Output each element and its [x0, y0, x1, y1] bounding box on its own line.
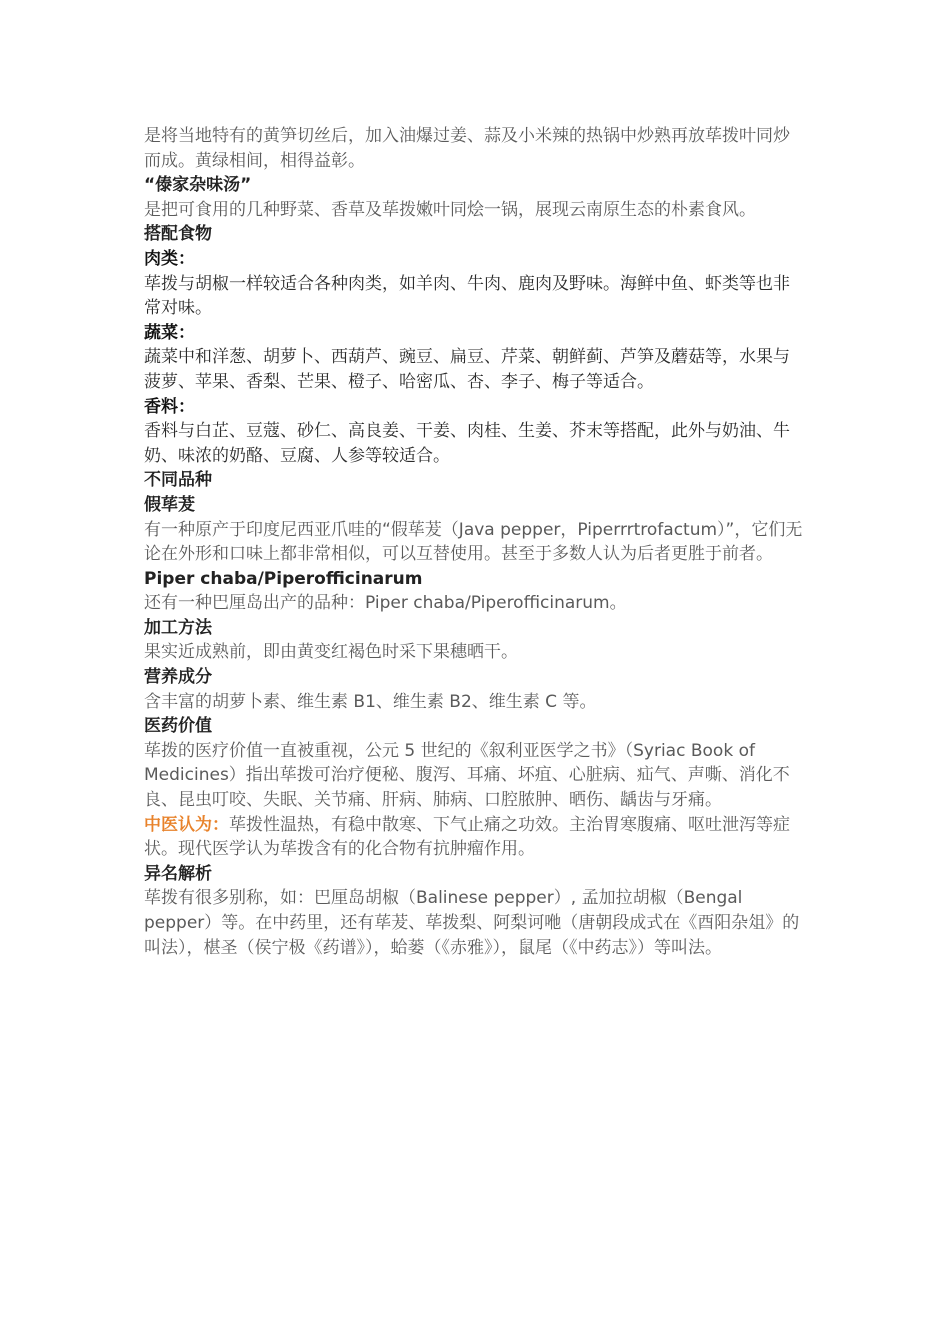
fake-pepper-paragraph: 有一种原产于印度尼西亚爪哇的“假荜茇（Java pepper，Piperrrtrofactum）”，它们无论在外形和口味上都非常相似，可以互替使用。甚至于多数人认为后者更胜于前者。: [144, 519, 803, 565]
meat-heading: 肉类：: [144, 248, 195, 269]
aliases-paragraph: 荜拨有很多别称，如：巴厘岛胡椒（Balinese pepper）, 孟加拉胡椒（Bengal pepper）等。在中药里，还有荜茇、荜拨梨、阿梨诃咃（唐朝段成式在《酉阳杂俎》的叫法），椹圣（侯宁极《药谱》），蛤蒌（《赤雅》），鼠尾（《中药志》）等叫法。: [144, 888, 800, 958]
tcm-text: 荜拨性温热，有稳中散寒、下气止痛之功效。主治胃寒腹痛、呕吐泄泻等症状。现代医学认为荜拨含有的化合物有抗肿瘤作用。: [144, 814, 790, 860]
aliases-heading: 异名解析: [144, 863, 212, 884]
meat-paragraph: 荜拨与胡椒一样较适合各种肉类，如羊肉、牛肉、鹿肉及野味。海鲜中鱼、虾类等也非常对味。: [144, 273, 790, 319]
piper-chaba-heading: Piper chaba/Piperofficinarum: [144, 568, 423, 589]
piper-chaba-paragraph: 还有一种巴厘岛出产的品种：Piper chaba/Piperofficinarum。: [144, 593, 627, 614]
vegetable-heading: 蔬菜：: [144, 322, 195, 343]
medical-heading: 医药价值: [144, 716, 212, 737]
document-page: [144, 124, 804, 960]
varieties-heading: 不同品种: [144, 470, 212, 491]
processing-heading: 加工方法: [144, 617, 212, 638]
tcm-paragraph: [144, 813, 804, 862]
pairing-heading: 搭配食物: [144, 224, 212, 245]
spice-heading: 香料：: [144, 396, 195, 417]
intro-paragraph: 是将当地特有的黄笋切丝后，加入油爆过姜、蒜及小米辣的热锅中炒熟再放荜拨叶同炒而成。黄绿相间，相得益彰。: [144, 126, 790, 171]
processing-paragraph: 果实近成熟前，即由黄变红褐色时采下果穗晒干。: [144, 642, 518, 663]
dai-soup-paragraph: 是把可食用的几种野菜、香草及荜拨嫩叶同烩一锅，展现云南原生态的朴素食风。: [144, 199, 756, 220]
spice-paragraph: 香料与白芷、豆蔻、砂仁、高良姜、干姜、肉桂、生姜、芥末等搭配，此外与奶油、牛奶、味浓的奶酪、豆腐、人参等较适合。: [144, 421, 790, 466]
medical-paragraph: 荜拨的医疗价值一直被重视，公元 5 世纪的《叙利亚医学之书》（Syriac Book of Medicines）指出荜拨可治疗便秘、腹泻、耳痛、坏疽、心脏病、疝气、声嘶、消化不良、昆虫叮咬、失眠、关节痛、肝病、肺病、口腔脓肿、晒伤、龋齿与牙痛。: [144, 740, 790, 811]
nutrition-heading: 营养成分: [144, 667, 212, 688]
nutrition-paragraph: 含丰富的胡萝卜素、维生素 B1、维生素 B2、维生素 C 等。: [144, 691, 597, 712]
fake-pepper-heading: 假荜茇: [144, 494, 195, 515]
dai-soup-heading: “傣家杂味汤”: [144, 175, 252, 196]
vegetable-paragraph: 蔬菜中和洋葱、胡萝卜、西葫芦、豌豆、扁豆、芹菜、朝鲜蓟、芦笋及蘑菇等，水果与菠萝、苹果、香梨、芒果、橙子、哈密瓜、杏、李子、梅子等适合。: [144, 347, 790, 392]
tcm-label: 中医认为：: [144, 814, 229, 835]
